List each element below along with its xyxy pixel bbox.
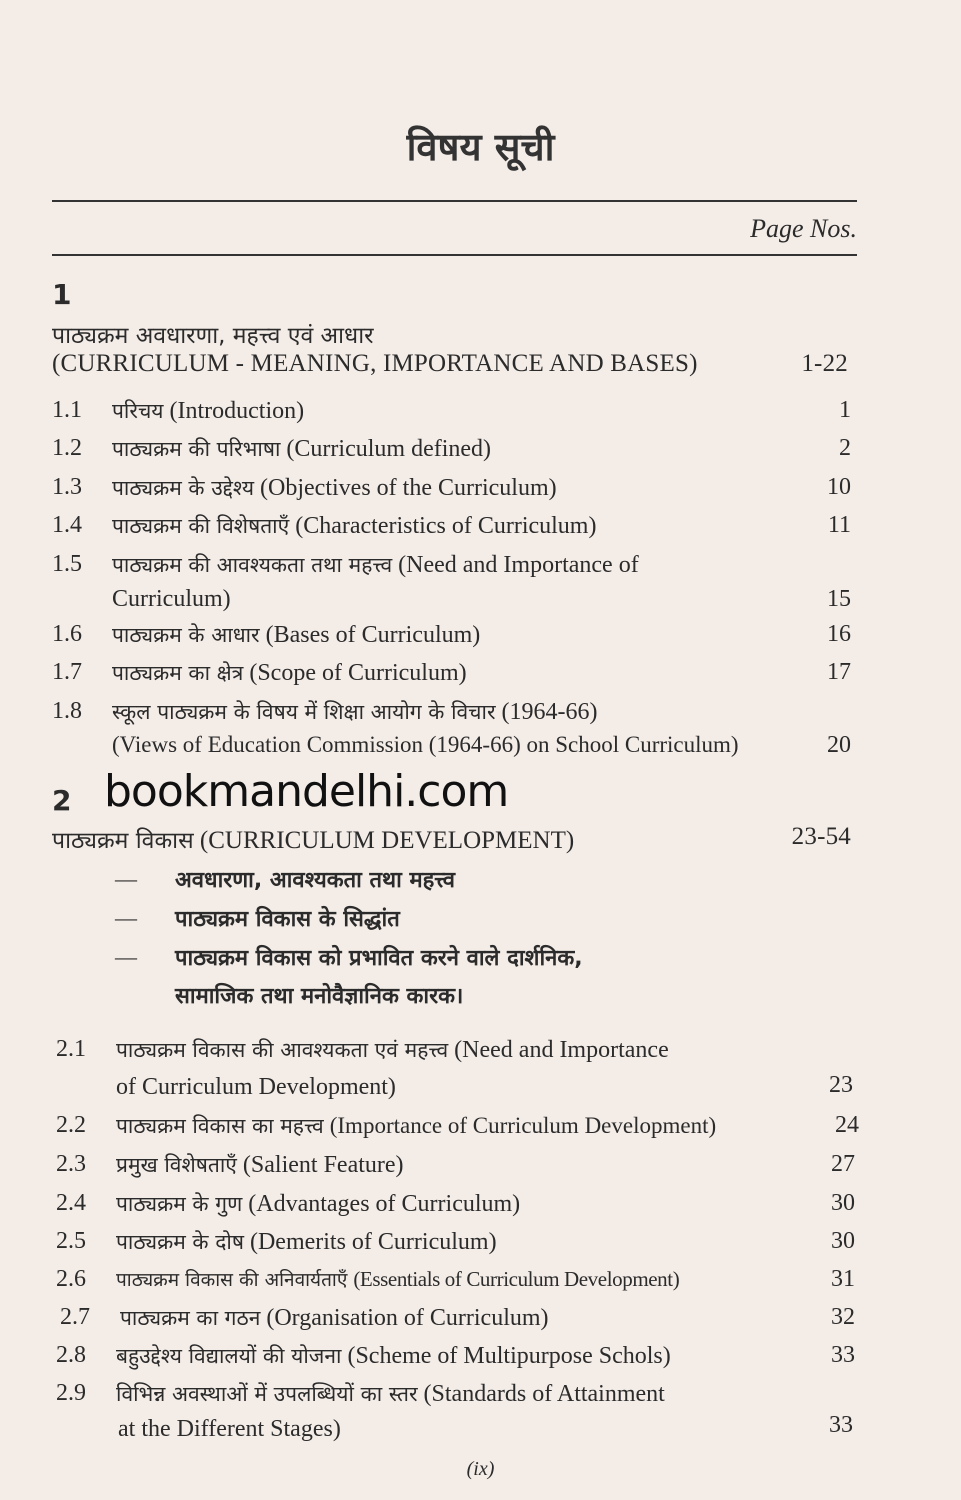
toc-entry (52, 551, 857, 585)
entry-english: (Introduction) (169, 398, 305, 424)
entry-number: 2.6 (56, 1266, 86, 1292)
page-nos-label: Page Nos. (750, 214, 857, 243)
entry-hindi: प्रमुख विशेषताएँ (116, 1153, 237, 1177)
entry-page: 27 (831, 1151, 855, 1177)
toc-entry (56, 1228, 861, 1262)
entry-hindi: पाठ्यक्रम का गठन (120, 1306, 261, 1330)
entry-hindi: स्कूल पाठ्यक्रम के विषय में शिक्षा आयोग के विचार (112, 700, 496, 724)
entry-hindi: पाठ्यक्रम विकास की अनिवार्यताएँ (116, 1269, 348, 1291)
watermark-url: bookmandelhi.com (104, 766, 509, 817)
toc-entry (56, 1380, 861, 1414)
entry-english: (Advantages of Curriculum) (248, 1191, 521, 1217)
entry-english: (Need and Importance of (398, 552, 639, 578)
entry-english: (Objectives of the Curriculum) (260, 475, 557, 501)
toc-entry (52, 435, 857, 469)
chapter-1-english-title: (CURRICULUM - MEANING, IMPORTANCE AND BASES) (52, 350, 698, 377)
entry-page: 32 (831, 1304, 855, 1330)
chapter-1-number: 1 (52, 278, 72, 311)
entry-hindi: परिचय (112, 399, 164, 423)
entry-hindi: पाठ्यक्रम के गुण (116, 1192, 243, 1216)
entry-number: 2.9 (56, 1380, 86, 1406)
toc-entry (52, 698, 857, 732)
toc-entry (56, 1190, 861, 1224)
entry-number: 1.1 (52, 397, 82, 423)
entry-number: 1.3 (52, 474, 82, 500)
toc-entry (52, 659, 857, 693)
toc-entry (52, 474, 857, 508)
entry-number: 2.1 (56, 1036, 86, 1062)
entry-hindi: पाठ्यक्रम की विशेषताएँ (112, 514, 290, 538)
entry-hindi: पाठ्यक्रम की परिभाषा (112, 437, 281, 461)
entry-page: 24 (835, 1112, 859, 1138)
toc-entry (60, 1304, 865, 1338)
entry-hindi: पाठ्यक्रम के आधार (112, 623, 260, 647)
entry-english: (1964-66) (501, 699, 598, 725)
entry-page: 1 (839, 397, 851, 423)
chapter-2-english-title: (CURRICULUM DEVELOPMENT) (199, 827, 575, 854)
entry-page: 31 (831, 1266, 855, 1292)
entry-page: 30 (831, 1228, 855, 1254)
entry-page: 2 (839, 435, 851, 461)
header-rule (52, 254, 857, 256)
page-number-footer: (ix) (466, 1458, 495, 1480)
toc-entry (56, 1036, 861, 1070)
toc-entry (56, 1342, 861, 1376)
entry-hindi: विभिन्न अवस्थाओं में उपलब्धियों का स्तर (116, 1382, 418, 1406)
toc-entry (52, 397, 857, 431)
entry-english: (Characteristics of Curriculum) (295, 513, 597, 539)
bullet-text: पाठ्यक्रम विकास के सिद्धांत (175, 907, 400, 932)
entry-page: 30 (831, 1190, 855, 1216)
entry-number: 1.7 (52, 659, 82, 685)
entry-continuation: (Views of Education Commission (1964-66) on School Curriculum) (112, 732, 739, 757)
toc-entry (56, 1266, 861, 1300)
entry-number: 2.4 (56, 1190, 86, 1216)
toc-entry (52, 621, 857, 655)
entry-number: 2.8 (56, 1342, 86, 1368)
entry-page: 23 (829, 1072, 853, 1098)
entry-english: (Scope of Curriculum) (249, 660, 467, 686)
entry-english: (Scheme of Multipurpose Schols) (347, 1343, 671, 1369)
chapter-1-pages: 1-22 (801, 350, 848, 377)
entry-continuation: at the Different Stages) (118, 1416, 341, 1442)
entry-number: 1.2 (52, 435, 82, 461)
entry-number: 2.2 (56, 1112, 86, 1138)
chapter-2-hindi-title: पाठ्यक्रम विकास (52, 828, 194, 854)
entry-number: 1.6 (52, 621, 82, 647)
entry-english: (Curriculum defined) (286, 436, 492, 462)
bullet-text: पाठ्यक्रम विकास को प्रभावित करने वाले दार्शनिक, (175, 946, 583, 971)
entry-number: 2.7 (60, 1304, 90, 1330)
entry-hindi: पाठ्यक्रम की आवश्यकता तथा महत्त्व (112, 553, 393, 577)
entry-hindi: बहुउद्देश्य विद्यालयों की योजना (116, 1344, 342, 1368)
entry-english: (Demerits of Curriculum) (249, 1229, 497, 1255)
entry-page: 33 (829, 1412, 853, 1438)
entry-number: 1.4 (52, 512, 82, 538)
entry-hindi: पाठ्यक्रम के उद्देश्य (112, 476, 255, 500)
entry-page: 11 (827, 512, 851, 538)
bullet-dash: — (115, 944, 137, 969)
chapter-1-hindi-title: पाठ्यक्रम अवधारणा, महत्त्व एवं आधार (52, 323, 374, 349)
entry-number: 1.8 (52, 698, 82, 724)
entry-english: (Need and Importance (454, 1037, 669, 1063)
entry-english: (Bases of Curriculum) (265, 622, 481, 648)
entry-page: 20 (827, 732, 851, 758)
entry-hindi: पाठ्यक्रम विकास की आवश्यकता एवं महत्त्व (116, 1038, 449, 1062)
entry-number: 2.3 (56, 1151, 86, 1177)
bullet-dash: — (115, 905, 137, 930)
entry-english: (Standards of Attainment (423, 1381, 665, 1407)
toc-entry (52, 512, 857, 546)
bullet-dash: — (115, 866, 137, 891)
entry-english: (Organisation of Curriculum) (266, 1305, 549, 1331)
chapter-2-number: 2 (52, 784, 72, 817)
toc-entry (56, 1112, 861, 1146)
entry-continuation: of Curriculum Development) (116, 1074, 396, 1100)
chapter-2-pages: 23-54 (791, 823, 851, 850)
chapter-2-heading (52, 823, 574, 855)
toc-entry (56, 1151, 861, 1185)
bullet-continuation: सामाजिक तथा मनोवैज्ञानिक कारक। (175, 984, 464, 1009)
entry-continuation: Curriculum) (112, 586, 231, 612)
entry-page: 10 (827, 474, 851, 500)
entry-number: 2.5 (56, 1228, 86, 1254)
entry-number: 1.5 (52, 551, 82, 577)
entry-hindi: पाठ्यक्रम के दोष (116, 1230, 244, 1254)
entry-page: 15 (827, 586, 851, 612)
entry-english: (Importance of Curriculum Development) (329, 1113, 717, 1138)
page-title: विषय सूची (406, 125, 555, 169)
entry-page: 16 (827, 621, 851, 647)
entry-page: 17 (827, 659, 851, 685)
entry-english: (Salient Feature) (242, 1152, 404, 1178)
bullet-text: अवधारणा, आवश्यकता तथा महत्त्व (175, 868, 456, 893)
top-rule (52, 200, 857, 202)
entry-hindi: पाठ्यक्रम का क्षेत्र (112, 661, 244, 685)
entry-hindi: पाठ्यक्रम विकास का महत्त्व (116, 1114, 324, 1138)
entry-english: (Essentials of Curriculum Development) (353, 1267, 680, 1291)
entry-page: 33 (831, 1342, 855, 1368)
